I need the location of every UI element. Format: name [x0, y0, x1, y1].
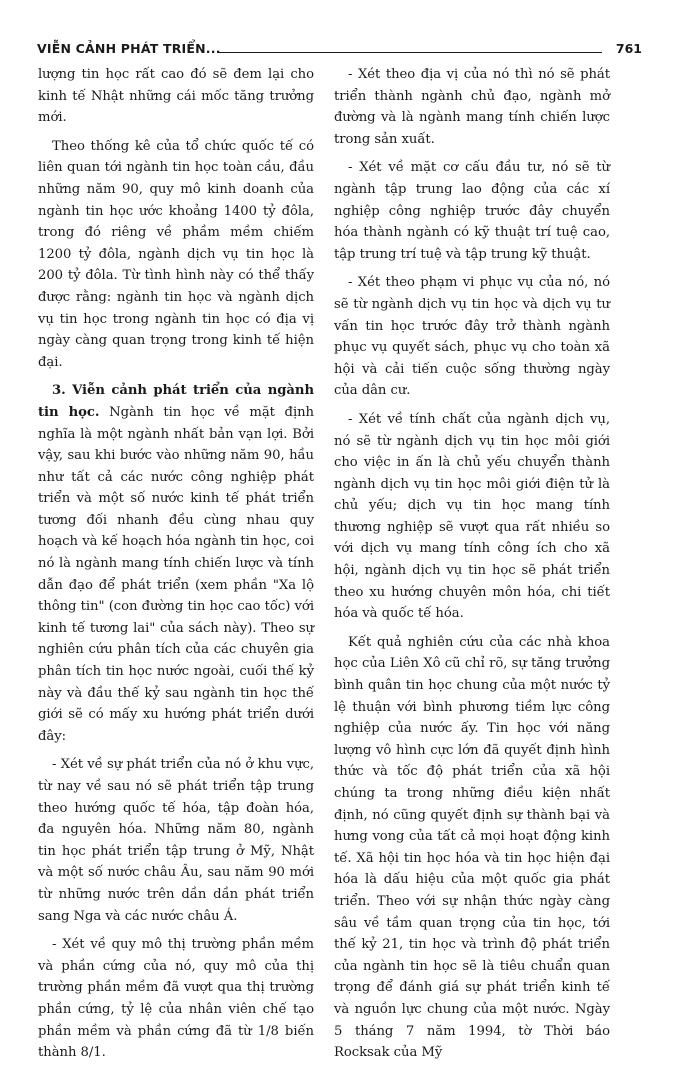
section-heading: 3. Viễn cảnh phát triển của ngành tin học.	[38, 383, 314, 420]
header-rule	[217, 52, 602, 53]
paragraph: Theo thống kê của tổ chức quốc tế có liên quan tới ngành tin học toàn cầu, đầu những năm 90, quy mô kinh doanh của ngành tin học ước khoảng 1400 tỷ đôla, trong đó riêng về phầm mềm chiếm 1200 tỷ đôla, ngành dịch vụ tin học là 200 tỷ đôla. Từ tình hình này có thể thấy được rằng: ngành tin học và ngành dịch vụ tin học trong ngành tin học có địa vị ngày càng quan trọng trong kinh tế hiện đại.	[38, 138, 314, 370]
section-body: Ngành tin học về mặt định nghĩa là một ngành nhất bản vạn lợi. Bởi vậy, sau khi bước vào những năm 90, hầu như tất cả các nước công nghiệp phát triển và một số nước kinh tế phát triển tương đối nhanh đều cùng nhau quy hoạch và kế hoạch hóa ngành tin học, coi nó là ngành mang tính chiến lược và tính dẫn đạo để phát triển (xem phần "Xa lộ thông tin" (con đường tin học cao tốc) với kinh tế tương lai" của sách này). Theo sự nghiên cứu phân tích của các chuyên gia phân tích tin học nước ngoài, cuối thế kỷ này và đầu thế kỷ sau ngành tin học thế giới sẽ có mấy xu hướng phát triển dưới đây:	[38, 404, 314, 744]
paragraph: - Xét theo địa vị của nó thì nó sẽ phát triển thành ngành chủ đạo, ngành mở đường và là ngành mang tính chiến lược trong sản xuất.	[334, 67, 610, 147]
paragraph: lượng tin học rất cao đó sẽ đem lại cho kinh tế Nhật những cái mốc tăng trưởng mới.	[38, 67, 314, 126]
paragraph: - Xét về mặt cơ cấu đầu tư, nó sẽ từ ngành tập trung lao động của các xí nghiệp công nghiệp trước đây chuyển hóa thành ngành có kỹ thuật trí tuệ cao, tập trung trí tuệ và tập trung kỹ thuật.	[334, 160, 610, 262]
left-column	[38, 64, 314, 1071]
paragraph: - Xét theo phạm vi phục vụ của nó, nó sẽ từ ngành dịch vụ tin học và dịch vụ tư vấn tin học trước đây trở thành ngành phục vụ quyết sách, phục vụ cho toàn xã hội và cải tiến cuộc sống thường ngày của dân cư.	[334, 275, 610, 399]
paragraph: - Xét về sự phát triển của nó ở khu vực, từ nay về sau nó sẽ phát triển tập trung theo hướng quốc tế hóa, tập đoàn hóa, đa nguyên hóa. Những năm 80, ngành tin học phát triển tập trung ở Mỹ, Nhật và một số nước châu Âu, sau năm 90 mới từ những nước trên dần dần phát triển sang Nga và các nước châu Á.	[38, 757, 314, 924]
paragraph: Kết quả nghiên cứu của các nhà khoa học của Liên Xô cũ chỉ rõ, sự tăng trưởng bình quân tin học chung của một nước tỷ lệ thuận với bình phương tiềm lực công nghiệp của nước ấy. Tin học với năng lượng vô hình cực lớn đã quyết định hình thức và tốc độ phát triển của xã hội chúng ta trong những điều kiện nhất định, nó cũng quyết định sự thành bại và hưng vong của tất cả mọi hoạt động kinh tế. Xã hội tin học hóa và tin học hiện đại hóa là dấu hiệu của một quốc gia phát triển. Theo với sự nhận thức ngày càng sâu về tầm quan trọng của tin học, tới thế kỷ 21, tin học và trình độ phát triển của ngành tin học sẽ là tiêu chuẩn quan trọng để đánh giá sự phát triển kinh tế và nguồn lực chung của một nước. Ngày 5 tháng 7 năm 1994, tờ Thời báo Rocksak của Mỹ	[334, 634, 610, 1061]
running-header	[37, 40, 642, 58]
page-number: 761	[615, 41, 642, 56]
running-title: VIỄN CẢNH PHÁT TRIỂN...	[37, 41, 221, 56]
paragraph	[38, 380, 314, 747]
paragraph: - Xét về quy mô thị trường phần mềm và phần cứng của nó, quy mô của thị trường phần mềm đã vượt qua thị trường phần cứng, tỷ lệ của nhân viên chế tạo phần mềm và phần cứng đã từ 1/8 biến thành 8/1.	[38, 937, 314, 1061]
right-column	[334, 64, 610, 1071]
paragraph: - Xét về tính chất của ngành dịch vụ, nó sẽ từ ngành dịch vụ tin học môi giới cho việc in ấn là chủ yếu chuyển thành ngành dịch vụ tin học môi giới điện tử là chủ yếu; dịch vụ tin học mang tính thương nghiệp sẽ vượt qua rất nhiều so với dịch vụ mang tính công ích cho xã hội, ngành dịch vụ tin học sẽ phát triển theo xu hướng chuyên môn hóa, chi tiết hóa và quốc tế hóa.	[334, 411, 610, 622]
